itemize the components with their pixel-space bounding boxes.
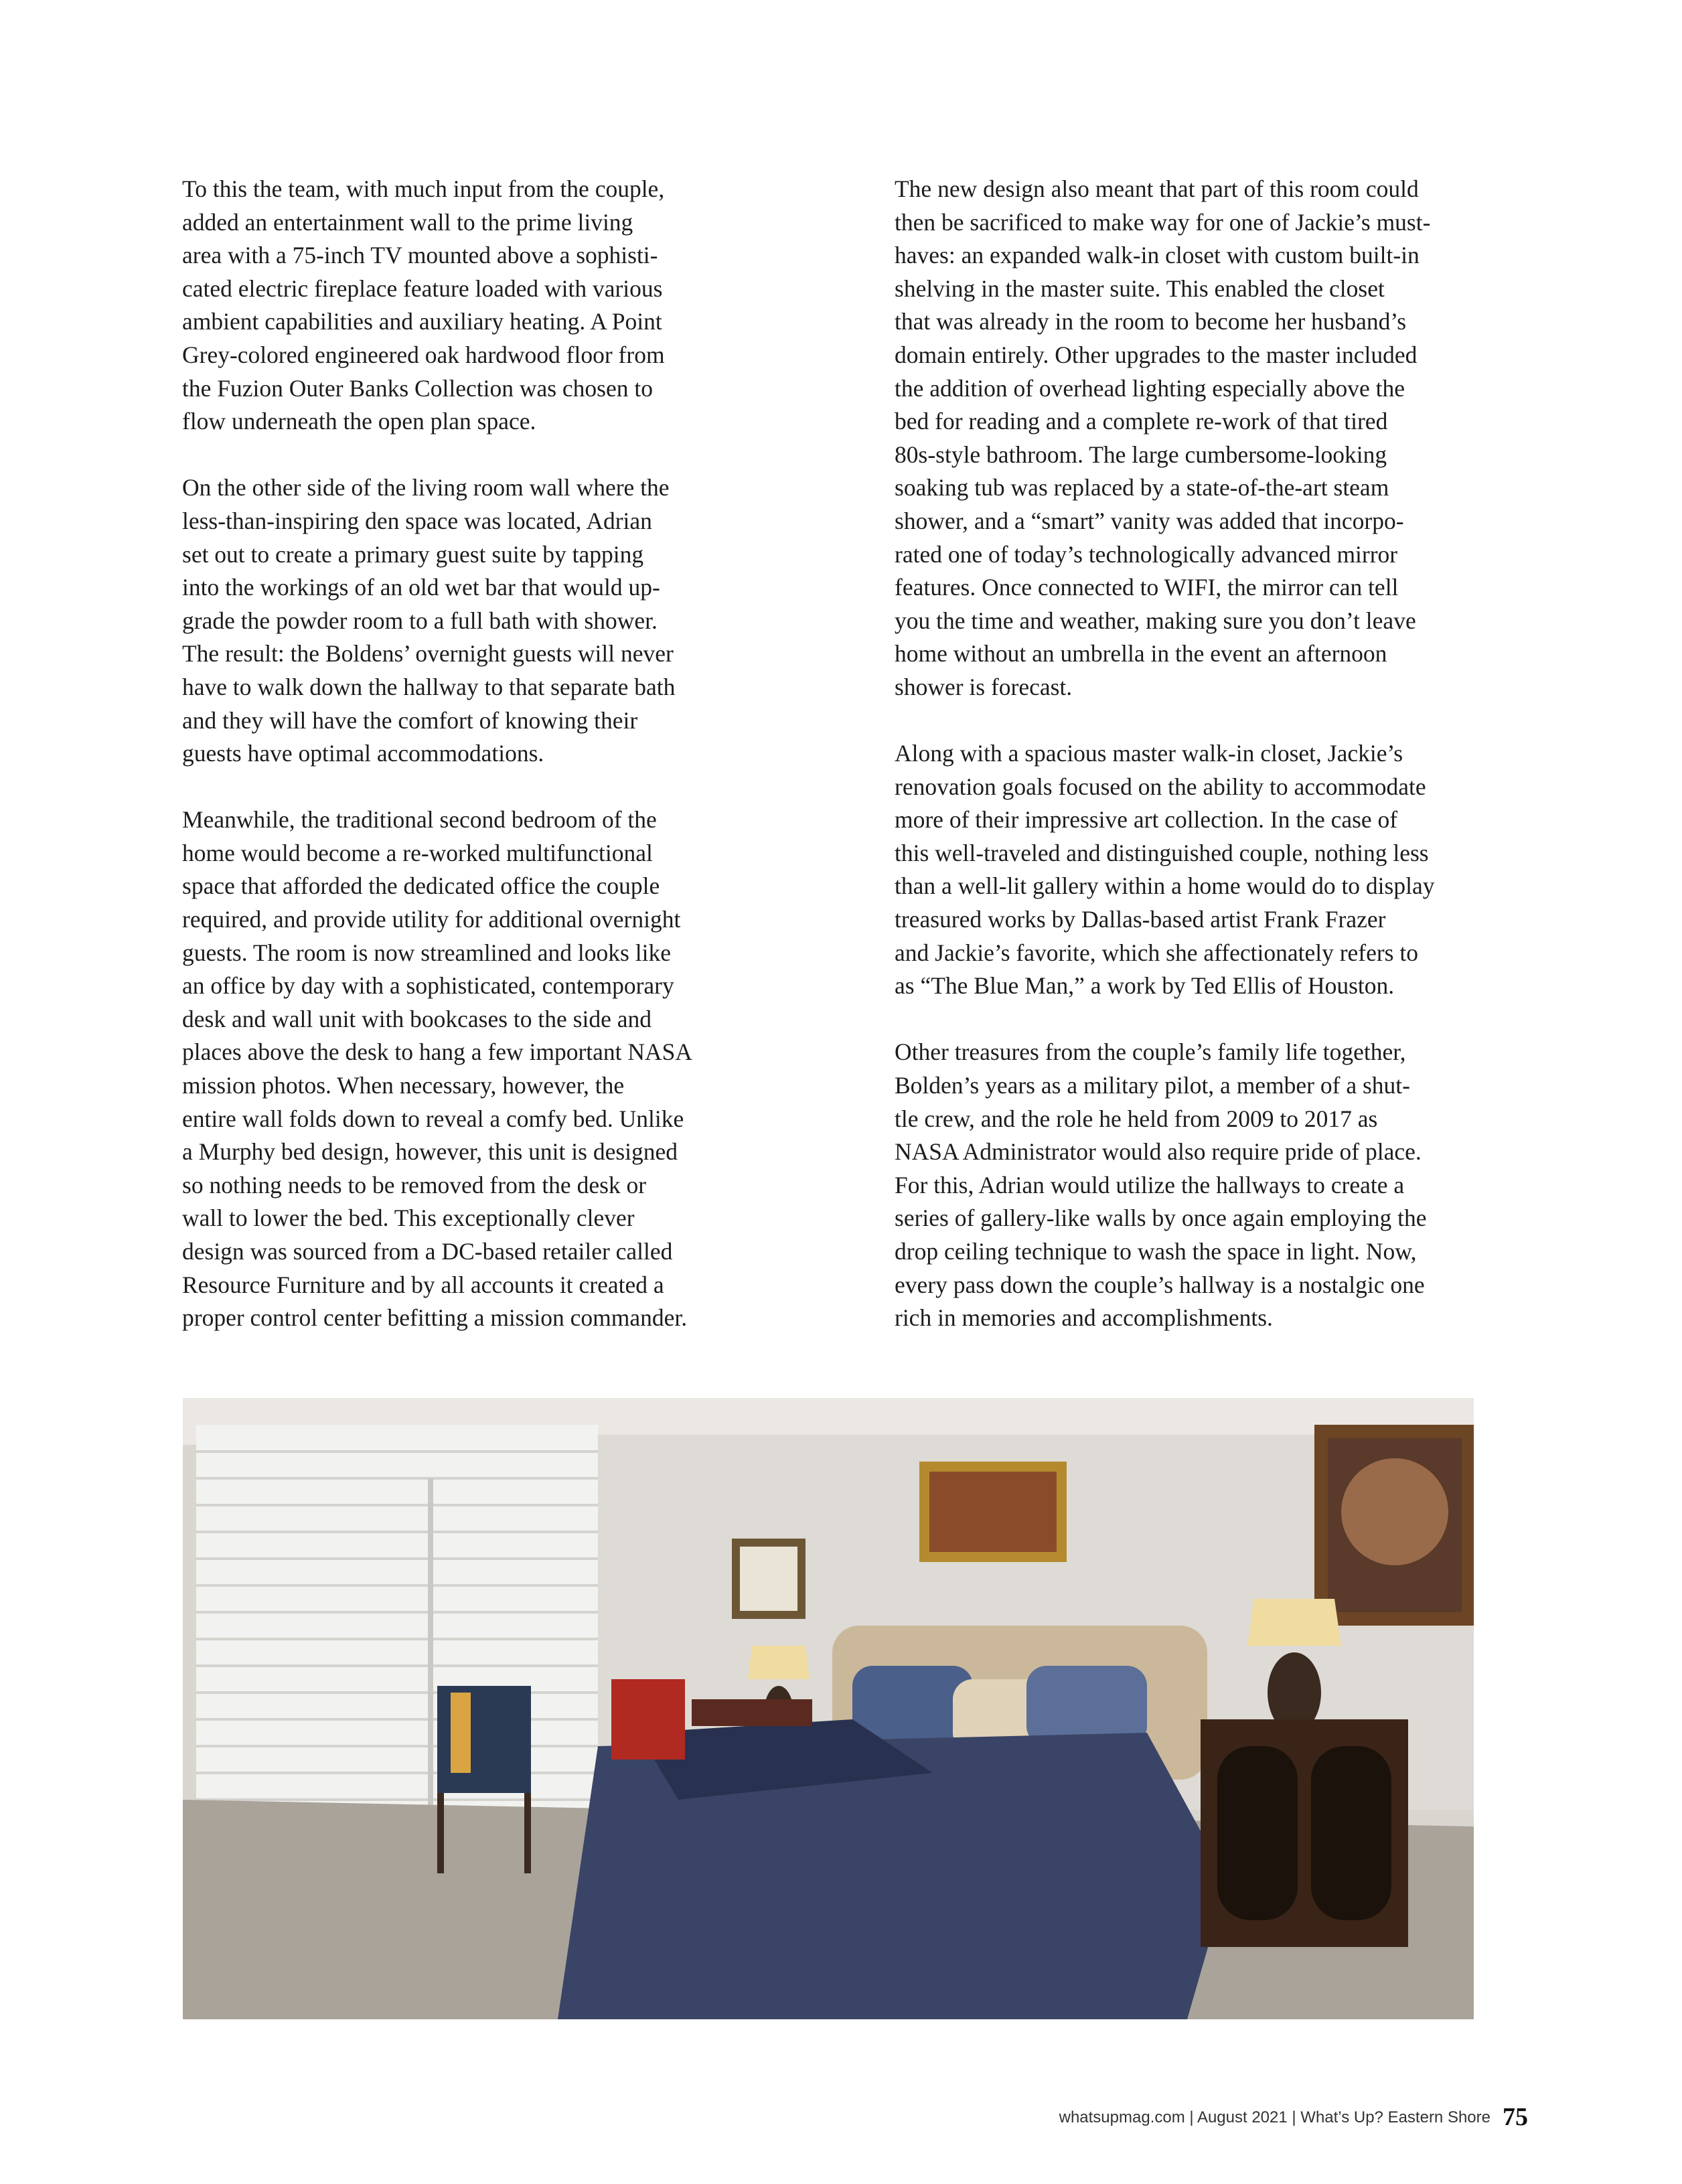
text-line: an office by day with a sophisticated, contemporary	[182, 972, 674, 1000]
text-line: Meanwhile, the traditional second bedroom of the	[182, 806, 657, 834]
text-line: more of their impressive art collection. In the case of	[895, 806, 1398, 834]
text-line: cated electric fireplace feature loaded with various	[182, 275, 663, 302]
text-line: drop ceiling technique to wash the space in light. Now,	[895, 1238, 1417, 1265]
paragraph	[182, 471, 812, 770]
text-line: this well-traveled and distinguished couple, nothing less	[895, 839, 1429, 866]
paragraph	[182, 803, 812, 1335]
text-line: grade the powder room to a full bath with shower.	[182, 607, 658, 634]
left-text-column	[182, 173, 812, 1368]
text-line: mission photos. When necessary, however, the	[182, 1072, 625, 1099]
text-line: 80s-style bathroom. The large cumbersome-looking	[895, 441, 1387, 468]
text-line: Bolden’s years as a military pilot, a member of a shut-	[895, 1072, 1410, 1099]
text-line: less-than-inspiring den space was located, Adrian	[182, 507, 652, 534]
text-line: added an entertainment wall to the prime living	[182, 208, 633, 236]
text-line: Other treasures from the couple’s family life together,	[895, 1038, 1406, 1066]
bedroom-photo	[183, 1398, 1474, 2019]
text-line: soaking tub was replaced by a state-of-the-art steam	[895, 474, 1389, 501]
text-line: a Murphy bed design, however, this unit is designed	[182, 1138, 678, 1166]
text-line: into the workings of an old wet bar that would up-	[182, 574, 660, 601]
text-line: the Fuzion Outer Banks Collection was chosen to	[182, 374, 653, 402]
text-line: home without an umbrella in the event an afternoon	[895, 640, 1387, 668]
text-line: wall to lower the bed. This exceptionally clever	[182, 1204, 635, 1232]
text-line: required, and provide utility for additional overnight	[182, 906, 681, 933]
paragraph	[895, 173, 1524, 704]
text-line: guests. The room is now streamlined and looks like	[182, 939, 671, 966]
text-line: features. Once connected to WIFI, the mirror can tell	[895, 574, 1399, 601]
text-line: On the other side of the living room wall where the	[182, 474, 670, 501]
text-line: than a well-lit gallery within a home would do to display	[895, 872, 1435, 900]
text-line: that was already in the room to become her husband’s	[895, 308, 1407, 335]
text-line: the addition of overhead lighting especially above the	[895, 374, 1405, 402]
text-line: rated one of today’s technologically advanced mirror	[895, 540, 1398, 568]
text-line: so nothing needs to be removed from the desk or	[182, 1171, 647, 1198]
text-line: guests have optimal accommodations.	[182, 740, 544, 767]
text-line: Along with a spacious master walk-in closet, Jackie’s	[895, 740, 1403, 767]
text-line: space that afforded the dedicated office the couple	[182, 872, 660, 900]
text-line: shower is forecast.	[895, 673, 1073, 700]
text-line: shower, and a “smart” vanity was added that incorpo-	[895, 507, 1404, 534]
text-line: entire wall folds down to reveal a comfy bed. Unlike	[182, 1105, 684, 1132]
text-line: then be sacrificed to make way for one of Jackie’s must-	[895, 208, 1431, 236]
paragraph	[895, 1036, 1524, 1334]
paragraph	[182, 173, 812, 439]
text-line: bed for reading and a complete re-work of that tired	[895, 408, 1388, 435]
text-line: ambient capabilities and auxiliary heating. A Point	[182, 308, 662, 335]
text-line: rich in memories and accomplishments.	[895, 1304, 1273, 1332]
text-line: treasured works by Dallas-based artist Frank Frazer	[895, 906, 1386, 933]
text-line: domain entirely. Other upgrades to the master included	[895, 341, 1418, 368]
text-line: have to walk down the hallway to that separate bath	[182, 673, 676, 700]
text-line: design was sourced from a DC-based retailer called	[182, 1238, 673, 1265]
text-line: renovation goals focused on the ability to accommodate	[895, 773, 1426, 800]
text-line: flow underneath the open plan space.	[182, 408, 536, 435]
text-line: home would become a re-worked multifunctional	[182, 839, 653, 866]
text-line: area with a 75-inch TV mounted above a sophisti-	[182, 242, 658, 269]
page-number: 75	[1503, 2103, 1528, 2131]
text-line: series of gallery-like walls by once again employing the	[895, 1204, 1427, 1232]
text-line: Grey-colored engineered oak hardwood floor from	[182, 341, 665, 368]
text-line: and Jackie’s favorite, which she affectionately refers to	[895, 939, 1418, 966]
paragraph	[895, 737, 1524, 1003]
footer-text: whatsupmag.com | August 2021 | What’s Up? Eastern Shore	[1059, 2108, 1490, 2126]
text-line: tle crew, and the role he held from 2009 to 2017 as	[895, 1105, 1378, 1132]
text-line: proper control center befitting a mission commander.	[182, 1304, 688, 1332]
text-line: shelving in the master suite. This enabled the closet	[895, 275, 1385, 302]
text-line: To this the team, with much input from the couple,	[182, 175, 665, 202]
text-line: set out to create a primary guest suite by tapping	[182, 540, 644, 568]
page-footer	[1059, 2102, 1528, 2132]
text-line: and they will have the comfort of knowing their	[182, 706, 638, 734]
right-text-column	[895, 173, 1524, 1368]
text-line: desk and wall unit with bookcases to the side and	[182, 1005, 652, 1032]
text-line: places above the desk to hang a few important NASA	[182, 1038, 693, 1066]
text-line: The result: the Boldens’ overnight guests will never	[182, 640, 674, 668]
text-line: Resource Furniture and by all accounts it created a	[182, 1271, 664, 1298]
text-line: you the time and weather, making sure you don’t leave	[895, 607, 1416, 634]
text-line: The new design also meant that part of this room could	[895, 175, 1419, 202]
text-line: For this, Adrian would utilize the hallways to create a	[895, 1171, 1405, 1198]
text-line: NASA Administrator would also require pride of place.	[895, 1138, 1422, 1166]
text-line: every pass down the couple’s hallway is a nostalgic one	[895, 1271, 1425, 1298]
text-line: haves: an expanded walk-in closet with custom built-in	[895, 242, 1420, 269]
text-line: as “The Blue Man,” a work by Ted Ellis of Houston.	[895, 972, 1395, 1000]
